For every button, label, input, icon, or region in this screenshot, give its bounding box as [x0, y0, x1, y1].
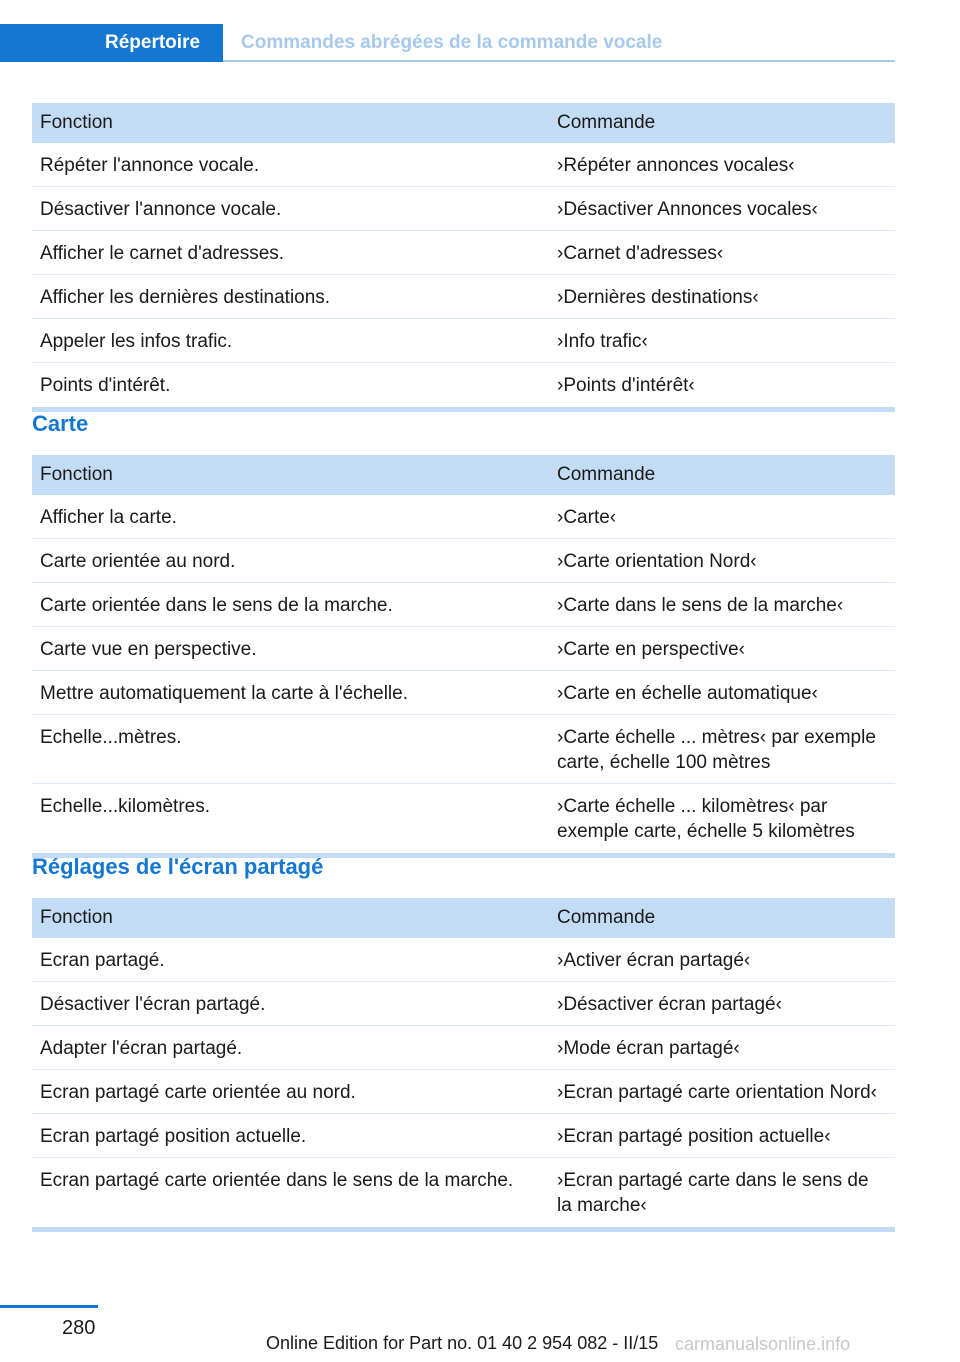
cell-function: Echelle...kilomètres.	[32, 784, 549, 856]
table-row	[32, 363, 895, 410]
table-row	[32, 319, 895, 363]
cell-command: ›Points d'intérêt‹	[549, 363, 895, 410]
table-split-screen-commands	[32, 898, 895, 1232]
column-header-function: Fonction	[32, 103, 549, 143]
table-row	[32, 583, 895, 627]
cell-command: ›Mode écran partagé‹	[549, 1026, 895, 1070]
column-header-function: Fonction	[32, 898, 549, 938]
cell-command: ›Carte en perspective‹	[549, 627, 895, 671]
cell-command: ›Carte échelle ... mètres‹ par exemple carte, échelle 100 mètres	[549, 715, 895, 784]
cell-command: ›Carte dans le sens de la marche‹	[549, 583, 895, 627]
table-row	[32, 495, 895, 539]
cell-command: ›Dernières destinations‹	[549, 275, 895, 319]
cell-command: ›Activer écran partagé‹	[549, 938, 895, 982]
section-title-split-screen: Réglages de l'écran partagé	[32, 854, 324, 879]
table-row	[32, 1158, 895, 1230]
cell-function: Afficher la carte.	[32, 495, 549, 539]
table-row	[32, 231, 895, 275]
table-row	[32, 627, 895, 671]
cell-command: ›Carnet d'adresses‹	[549, 231, 895, 275]
cell-command: ›Carte‹	[549, 495, 895, 539]
cell-command: ›Ecran partagé carte dans le sens de la marche‹	[549, 1158, 895, 1230]
table-row	[32, 1114, 895, 1158]
watermark: carmanualsonline.info	[675, 1334, 851, 1354]
cell-function: Carte orientée au nord.	[32, 539, 549, 583]
page-number-rule	[0, 1305, 98, 1308]
header-title[interactable]: Commandes abrégées de la commande vocale	[241, 32, 663, 53]
cell-function: Carte orientée dans le sens de la marche.	[32, 583, 549, 627]
column-header-function: Fonction	[32, 455, 549, 495]
table-row	[32, 275, 895, 319]
cell-command: ›Carte échelle ... kilomètres‹ par exemple carte, échelle 5 kilomètres	[549, 784, 895, 856]
header-divider	[223, 60, 895, 62]
table-row	[32, 539, 895, 583]
cell-command: ›Répéter annonces vocales‹	[549, 143, 895, 187]
table-navigation-commands	[32, 103, 895, 412]
cell-function: Ecran partagé position actuelle.	[32, 1114, 549, 1158]
column-header-command: Commande	[549, 455, 895, 495]
page-number: 280	[62, 1317, 96, 1339]
cell-function: Ecran partagé.	[32, 938, 549, 982]
cell-function: Mettre automatiquement la carte à l'échelle.	[32, 671, 549, 715]
cell-function: Ecran partagé carte orientée dans le sens de la marche.	[32, 1158, 549, 1230]
column-header-command: Commande	[549, 103, 895, 143]
cell-function: Ecran partagé carte orientée au nord.	[32, 1070, 549, 1114]
edition-note: Online Edition for Part no. 01 40 2 954 082 - II/15	[266, 1333, 659, 1353]
header-tab-repertoire[interactable]: Répertoire	[0, 24, 223, 62]
table-row	[32, 784, 895, 856]
cell-command: ›Désactiver Annonces vocales‹	[549, 187, 895, 231]
cell-function: Afficher les dernières destinations.	[32, 275, 549, 319]
table-row	[32, 715, 895, 784]
cell-function: Points d'intérêt.	[32, 363, 549, 410]
table-row	[32, 938, 895, 982]
table-row	[32, 1070, 895, 1114]
table-row	[32, 671, 895, 715]
cell-command: ›Ecran partagé carte orientation Nord‹	[549, 1070, 895, 1114]
table-row	[32, 982, 895, 1026]
section-title-carte: Carte	[32, 411, 89, 436]
cell-command: ›Carte en échelle automatique‹	[549, 671, 895, 715]
table-row	[32, 143, 895, 187]
cell-function: Adapter l'écran partagé.	[32, 1026, 549, 1070]
table-row	[32, 187, 895, 231]
cell-command: ›Désactiver écran partagé‹	[549, 982, 895, 1026]
cell-function: Désactiver l'écran partagé.	[32, 982, 549, 1026]
table-header-row	[32, 898, 895, 938]
table-map-commands	[32, 455, 895, 858]
column-header-command: Commande	[549, 898, 895, 938]
cell-command: ›Ecran partagé position actuelle‹	[549, 1114, 895, 1158]
cell-command: ›Info trafic‹	[549, 319, 895, 363]
table-row	[32, 1026, 895, 1070]
cell-function: Afficher le carnet d'adresses.	[32, 231, 549, 275]
cell-command: ›Carte orientation Nord‹	[549, 539, 895, 583]
cell-function: Désactiver l'annonce vocale.	[32, 187, 549, 231]
cell-function: Répéter l'annonce vocale.	[32, 143, 549, 187]
table-header-row	[32, 455, 895, 495]
page-header	[0, 24, 895, 62]
cell-function: Carte vue en perspective.	[32, 627, 549, 671]
cell-function: Appeler les infos trafic.	[32, 319, 549, 363]
cell-function: Echelle...mètres.	[32, 715, 549, 784]
table-header-row	[32, 103, 895, 143]
